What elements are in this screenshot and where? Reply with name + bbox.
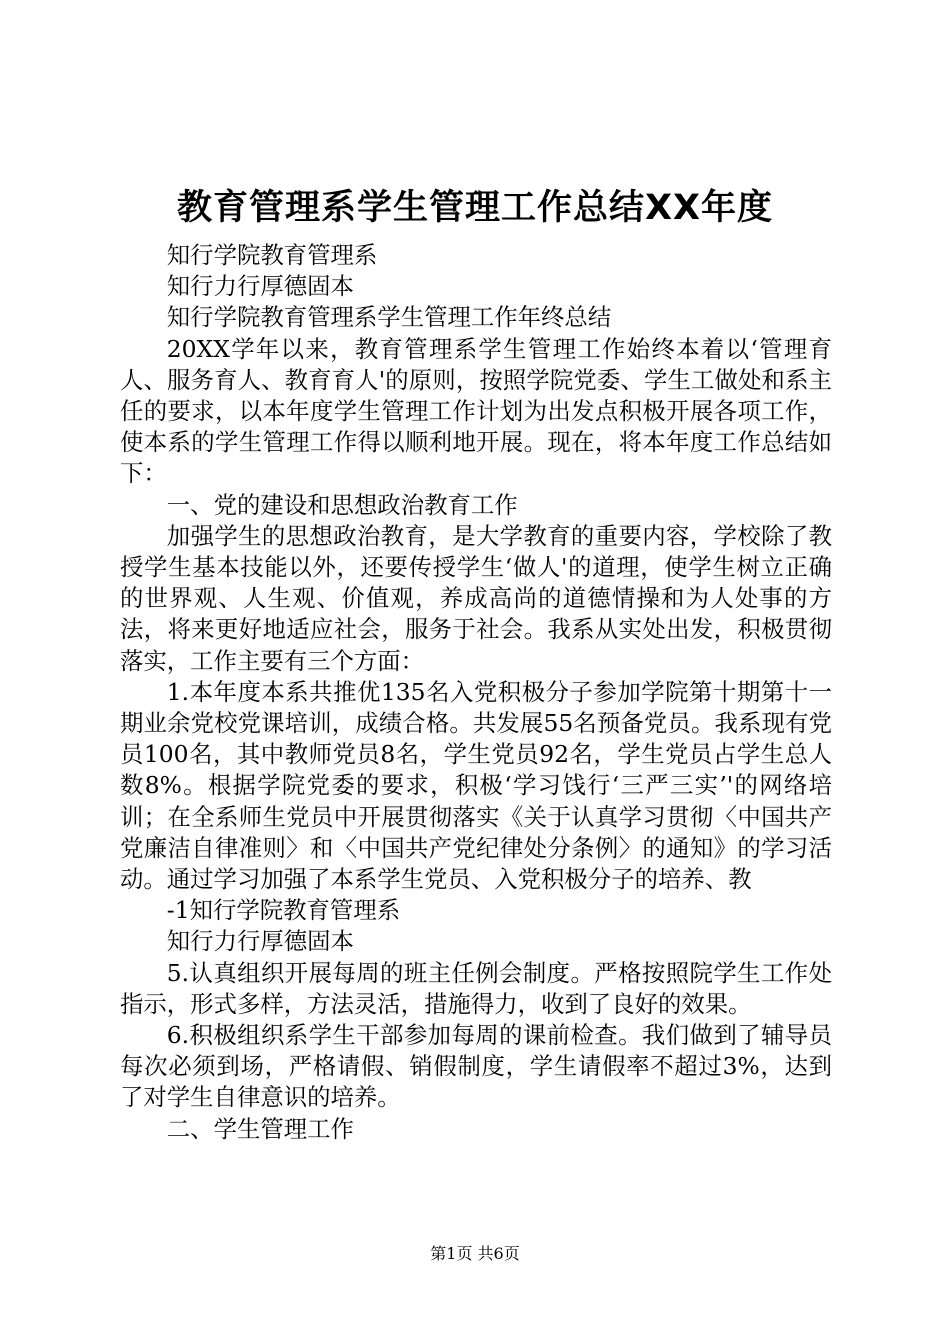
document-body [120,240,832,1145]
paragraph-intro: 20XX学年以来，教育管理系学生管理工作始终本着以‘管理育人、服务育人、教育育人'的原则，按照学院党委、学生工做处和系主任的要求，以本年度学生管理工作计划为出发点积极开展各项工作，使本系的学生管理工作得以顺利地开展。现在，将本年度工作总结如下： [120,334,832,488]
paragraph-item-6: 6.积极组织系学生干部参加每周的课前检查。我们做到了辅导员每次必须到场，严格请假、销假制度，学生请假率不超过3%，达到了对学生自律意识的培养。 [120,1021,832,1112]
paragraph-motto: 知行力行厚德固本 [166,272,354,301]
paragraph-department: 知行学院教育管理系 [166,241,378,269]
paragraph-item-1: 1.本年度本系共推优135名入党积极分子参加学院第十期第十一期业余党校党课培训，成绩合格。共发展55名预备党员。我系现有党员100名，其中教师党员8名，学生党员92名，学生党员占学生总人数8%。根据学院党委的要求，积极‘学习饯行‘三严三实’'的网络培训；在全系师生党员中开展贯彻落实《关于认真学习贯彻〈中国共产党廉洁自律准则〉和〈中国共产党纪律处分条例〉的通知》的学习活动。通过学习加强了本系学生党员、入党积极分子的培养、教 [120,677,832,894]
paragraph-political-education: 加强学生的思想政治教育，是大学教育的重要内容，学校除了教授学生基本技能以外，还要传授学生‘做人'的道理，使学生树立正确的世界观、人生观、价值观，养成高尚的道德情操和为人处事的方法，将来更好地适应社会，服务于社会。我系从实处出发，积极贯彻落实，工作主要有三个方面： [120,521,832,675]
paragraph-subtitle: 知行学院教育管理系学生管理工作年终总结 [166,303,612,332]
section-heading-1: 一、党的建设和思想政治教育工作 [166,490,518,519]
page-footer: 第1页 共6页 [430,1244,520,1263]
paragraph-page-header-motto: 知行力行厚德固本 [166,927,354,956]
section-heading-2: 二、学生管理工作 [166,1114,354,1143]
document-title: 教育管理系学生管理工作总结XX年度 [177,188,773,228]
paragraph-page-header-department: -1知行学院教育管理系 [166,896,401,925]
paragraph-item-5: 5.认真组织开展每周的班主任例会制度。严格按照院学生工作处指示，形式多样，方法灵活，措施得力，收到了良好的效果。 [120,958,832,1018]
